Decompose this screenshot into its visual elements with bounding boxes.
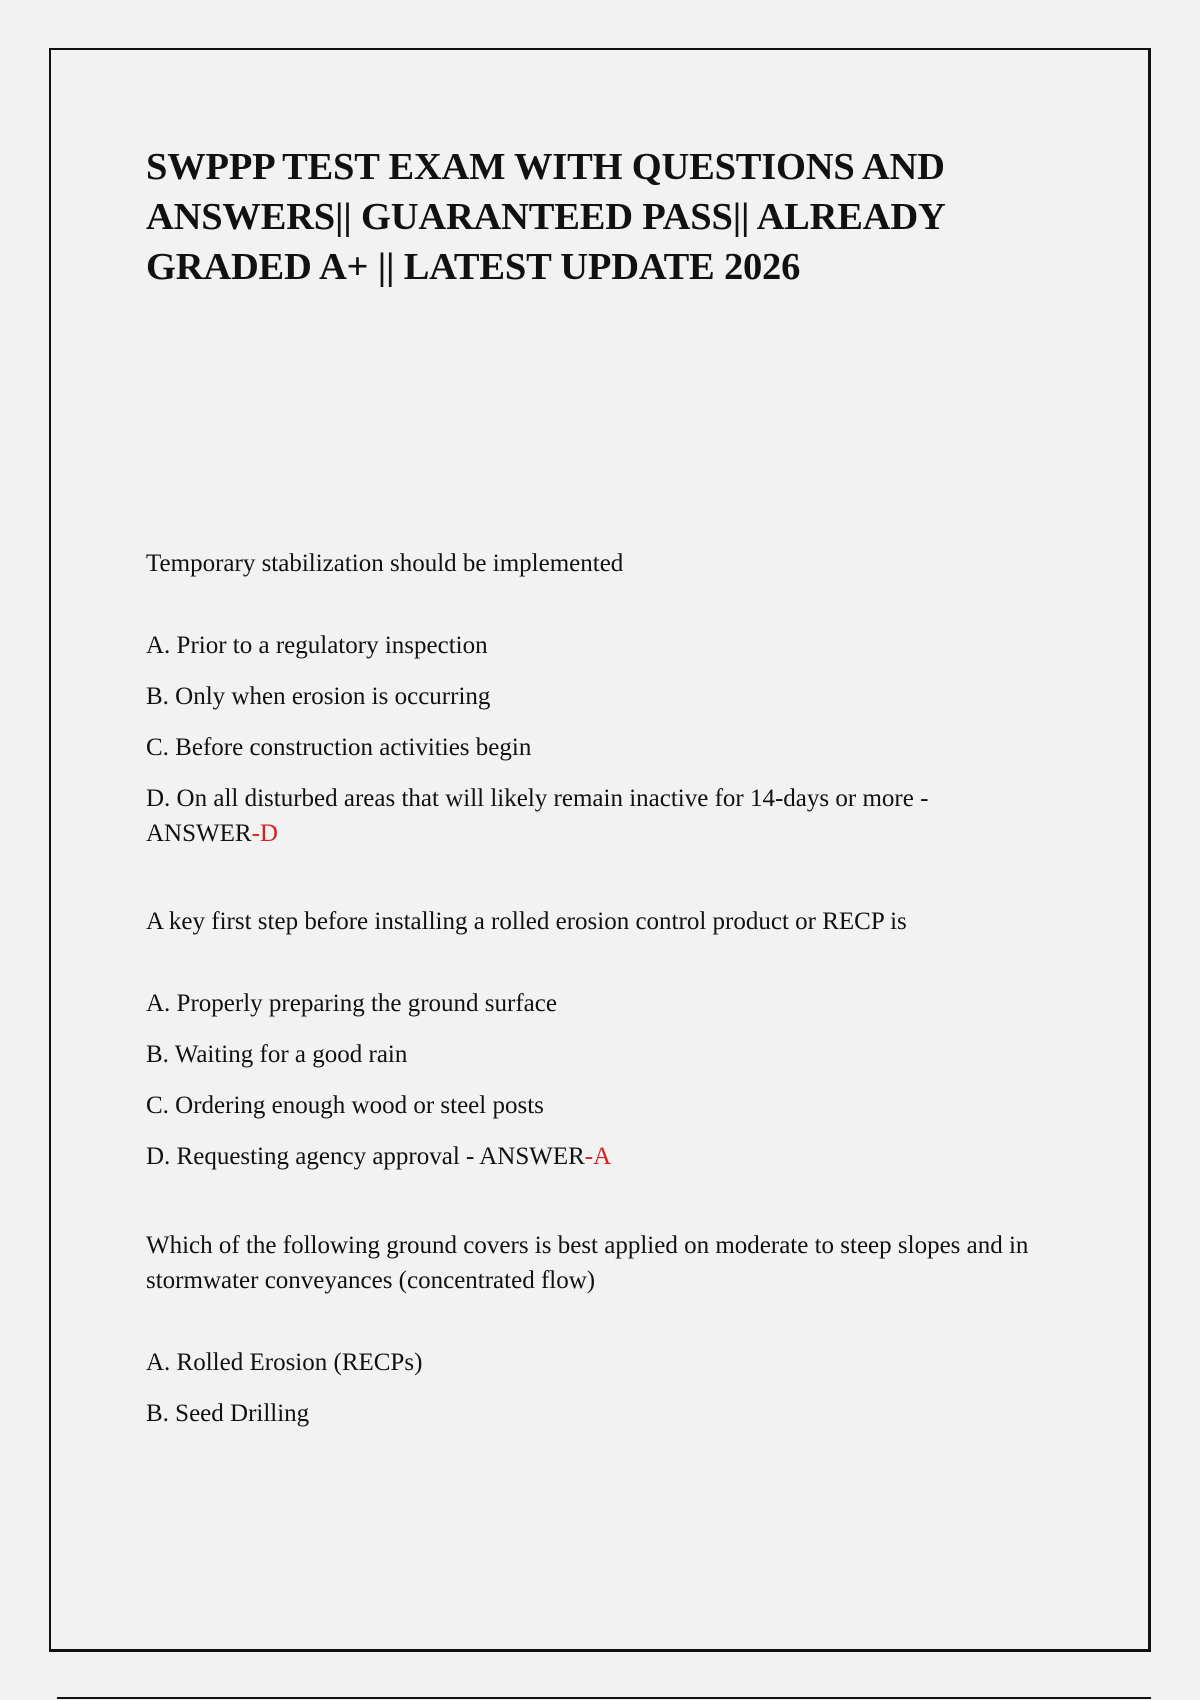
option-a: A. Properly preparing the ground surface [146,990,557,1017]
question-list [146,546,1046,1431]
option-c: C. Ordering enough wood or steel posts [146,1092,544,1119]
question-prompt: Temporary stabilization should be implemented [146,550,624,577]
option-a: A. Rolled Erosion (RECPs) [146,1348,423,1376]
option-text: D. Requesting agency approval - ANSWER [146,1143,585,1170]
option-c: C. Before construction activities begin [146,734,532,761]
question-prompt: Which of the following ground covers is best applied on moderate to steep slopes and in stormwater conveyances (concentrated flow) [146,1231,1029,1294]
option-a: A. Prior to a regulatory inspection [146,632,488,659]
answer-key: -D [251,819,278,847]
option-d [146,782,1046,851]
document-title: SWPPP TEST EXAM WITH QUESTIONS AND ANSWERS|| GUARANTEED PASS|| ALREADY GRADED A+ || LATEST UPDATE 2026 [146,146,945,288]
question-prompt: A key first step before installing a rolled erosion control product or RECP is [146,908,907,935]
option-b: B. Seed Drilling [146,1399,310,1427]
question-2 [146,904,1046,1175]
page-divider [57,1697,1151,1699]
question-3 [146,1228,1046,1432]
option-b: B. Only when erosion is occurring [146,683,491,710]
answer-key: -A [584,1143,612,1170]
option-text: D. On all disturbed areas that will likely remain inactive for 14-days or more - ANSWER [146,785,929,847]
question-1 [146,546,1046,851]
option-d [146,1140,1046,1175]
option-b: B. Waiting for a good rain [146,1041,408,1068]
document-content [146,142,1046,1484]
